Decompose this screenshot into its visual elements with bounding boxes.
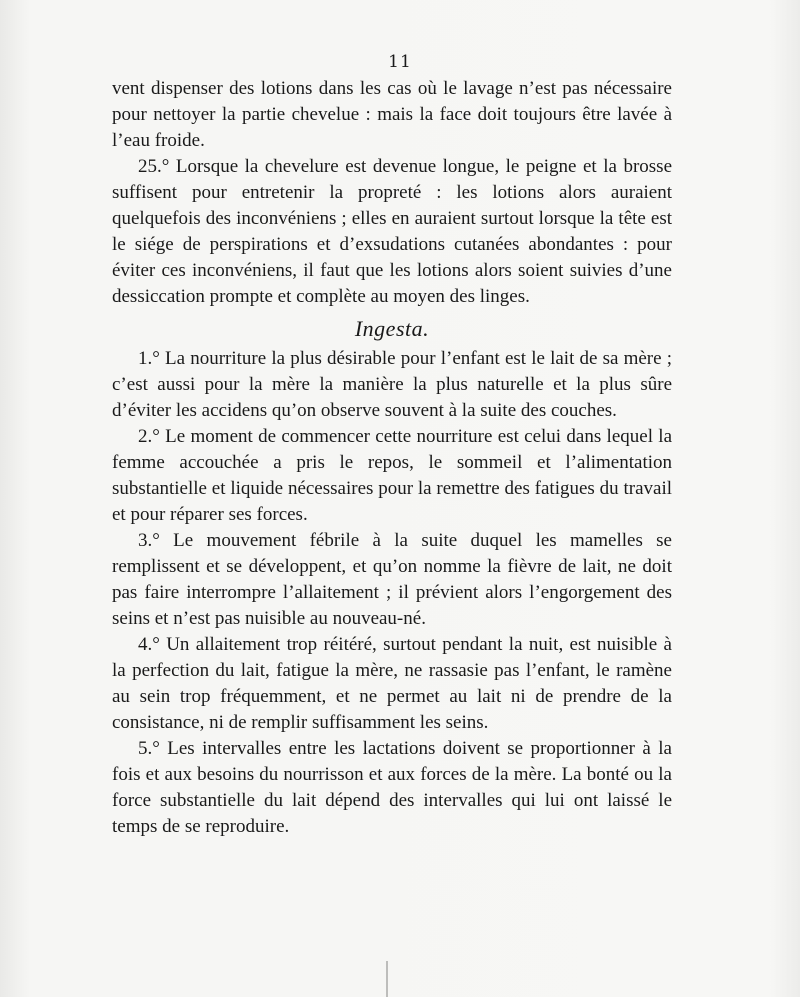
paragraph-25: 25.° Lorsque la chevelure est devenue longue, le peigne et la brosse suffisent pour entretenir la propreté : les lotions alors auraient quelquefois des inconvéniens ; elles en auraient surtout lorsque la tête est le siége de perspirations et d’exsudations cutanées abondantes : pour éviter ces inconvéniens, il faut que les lotions alors soient suivies d’une dessiccation prompte et complète au moyen des linges. [112,156,672,307]
binding-edge-mark [386,961,388,997]
paragraph-continuation: vent dispenser des lotions dans les cas où le lavage n’est pas nécessaire pour nettoyer la partie chevelue : mais la face doit toujours être lavée à l’eau froide. [112,78,672,151]
page-number: 11 [388,52,412,72]
paragraph-4: 4.° Un allaitement trop réitéré, surtout pendant la nuit, est nuisible à la perfection du lait, fatigue la mère, ne rassasie pas l’enfant, le ramène au sein trop fréquemment, et ne permet au lait ni de prendre de la consistance, ni de remplir suffisamment les seins. [112,634,672,733]
paragraph-2: 2.° Le moment de commencer cette nourriture est celui dans lequel la femme accouchée a pris le repos, le sommeil et l’alimentation substantielle et liquide nécessaires pour la remettre des fatigues du travail et pour réparer ses forces. [112,426,672,525]
paragraph-1: 1.° La nourriture la plus désirable pour l’enfant est le lait de sa mère ; c’est aussi pour la mère la manière la plus naturelle et la plus sûre d’éviter les accidens qu’on observe souvent à la suite des couches. [112,348,672,421]
section-title: Ingesta. [354,316,430,341]
paragraph-5: 5.° Les intervalles entre les lactations doivent se proportionner à la fois et aux besoins du nourrisson et aux forces de la mère. La bonté ou la force substantielle du lait dépend des intervalles qui lui ont laissé le temps de se reproduire. [112,738,672,837]
body-text [112,76,672,840]
paragraph-3: 3.° Le mouvement fébrile à la suite duquel les mamelles se remplissent et se développent, et qu’on nomme la fièvre de lait, ne doit pas faire interrompre l’allaitement ; il prévient alors l’engorgement des seins et n’est pas nuisible au nouveau-né. [112,530,672,629]
